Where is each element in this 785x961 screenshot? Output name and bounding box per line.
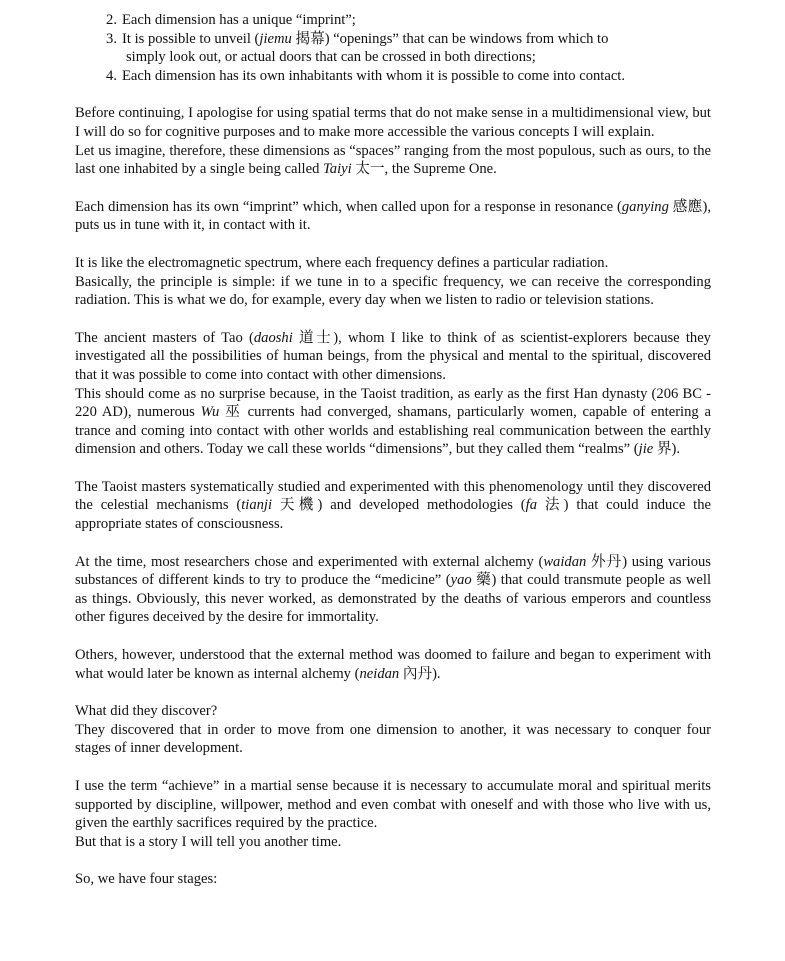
paragraph: Others, however, understood that the external method was doomed to failure and began to experiment with what would later be known as internal alchemy (neidan 內丹). — [75, 647, 711, 682]
term-tianji: tianji — [241, 497, 273, 514]
list-number: 2. — [106, 12, 117, 28]
term-taiyi: Taiyi — [323, 161, 352, 178]
paragraph: Before continuing, I apologise for using spatial terms that do not make sense in a multidimensional view, but I will do so for cognitive purposes and to make more accessible the various concepts I will explain. — [75, 105, 711, 140]
paragraph: They discovered that in order to move from one dimension to another, it was necessary to conquer four stages of inner development. — [75, 721, 711, 757]
paragraph: The ancient masters of Tao (daoshi 道士), whom I like to think of as scientist-explorers because they investigated all the possibilities of human beings, from the physical and mental to the spiritual, discovered that it was possible to come into contact with other dimensions. — [75, 329, 711, 383]
paragraph: So, we have four stages: — [75, 871, 218, 888]
list-text: Each dimension has its own inhabitants with whom it is possible to come into contact. — [122, 67, 626, 84]
paragraph: Each dimension has its own “imprint” which, when called upon for a response in resonance (ganying 感應), puts us in tune with it, in contact with it. — [75, 198, 711, 234]
list-text: It is possible to unveil (jiemu 揭幕) “openings” that can be windows from which to simply look out, or actual doors that can be crossed in both directions; — [122, 30, 609, 66]
paragraph: I use the term “achieve” in a martial sense because it is necessary to accumulate moral and spiritual merits supported by discipline, willpower, method and even combat with oneself and with those who live with us, given the earthly sacrifices required by the practice. — [75, 778, 711, 832]
list-number: 4. — [106, 67, 117, 84]
paragraph: This should come as no surprise because, in the Taoist tradition, as early as the first Han dynasty (206 BC - 220 AD), numerous Wu 巫 currents had converged, shamans, particularly women, capable of entering a trance and coming into contact with other worlds and establishing real communication between the earthly dimension and others. Today we call these worlds “dimensions”, but they called them “realms” (jie 界). — [75, 385, 711, 458]
term-fa: fa — [525, 497, 537, 514]
paragraph: Let us imagine, therefore, these dimensions as “spaces” ranging from the most populous, such as ours, to the last one inhabited by a single being called Taiyi 太一, the Supreme One. — [75, 142, 711, 178]
term-ganying: ganying — [621, 198, 669, 215]
term-jie: jie — [638, 441, 654, 458]
list-item — [75, 11, 711, 30]
paragraph: It is like the electromagnetic spectrum, where each frequency defines a particular radiation. — [75, 254, 609, 271]
paragraph: But that is a story I will tell you another time. — [75, 833, 342, 850]
term-neidan: neidan — [359, 665, 400, 682]
paragraph: The Taoist masters systematically studied and experimented with this phenomenology until they discovered the celestial mechanisms (tianji 天機) and developed methodologies (fa 法) that could induce the appropriate states of consciousness. — [75, 478, 711, 533]
list-number: 3. — [106, 30, 117, 47]
list-item — [75, 30, 711, 67]
list-text: Each dimension has a unique “imprint”; — [122, 12, 356, 28]
paragraph: At the time, most researchers chose and experimented with external alchemy (waidan 外丹) using various substances of different kinds to try to produce the “medicine” (yao 藥) that could transmute people as well as things. Obviously, this never worked, as demonstrated by the deaths of various emperors and countless other figures deceived by the desire for immortality. — [75, 553, 712, 626]
numbered-list — [75, 11, 711, 85]
paragraph: What did they discover? — [75, 703, 218, 720]
term-yao: yao — [450, 572, 472, 589]
term-wu: Wu — [200, 404, 220, 421]
list-item — [75, 67, 711, 86]
term-daoshi: daoshi — [253, 329, 293, 346]
term-waidan: waidan — [543, 553, 587, 570]
paragraph: Basically, the principle is simple: if we tune in to a specific frequency, we can receive the corresponding radiation. This is what we do, for example, every day when we listen to radio or television stations. — [75, 273, 711, 309]
term-jiemu: jiemu — [259, 30, 292, 47]
